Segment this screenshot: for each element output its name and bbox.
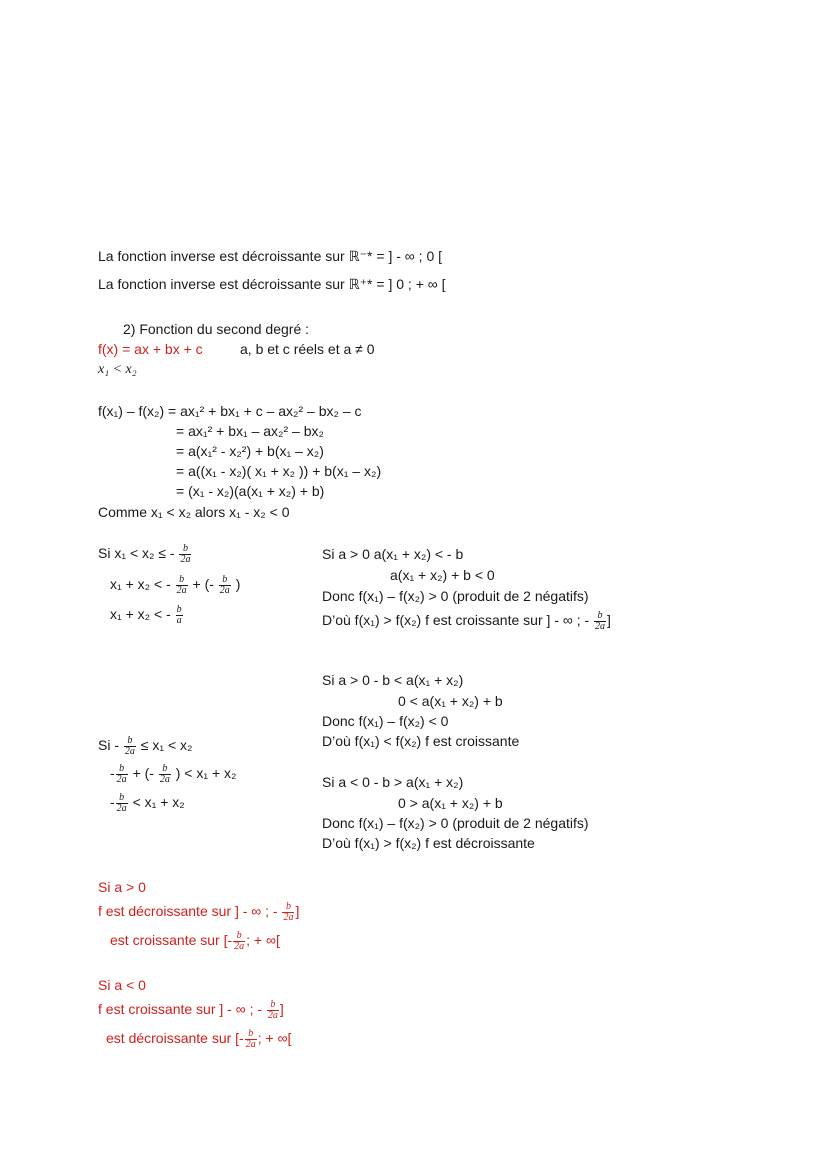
- fraction-numerator: b: [219, 575, 231, 586]
- summary-neg-inf: ; + ∞[: [257, 1030, 292, 1047]
- case2-right-line4: D’où f(x₁) < f(x₂) f est croissante: [322, 733, 520, 749]
- fraction: [282, 902, 294, 923]
- summary-pos-line1: [98, 902, 299, 923]
- calc-line-5: = (x₁ - x₂)(a(x₁ + x₂) + b): [176, 483, 325, 499]
- fraction-denominator: 2a: [176, 585, 187, 596]
- case1-l3-text: x₁ + x₂ < -: [110, 606, 171, 623]
- case1-l2-plus: + (-: [192, 576, 214, 593]
- summary-pos-inf: ; + ∞[: [246, 932, 280, 949]
- comme-line: Comme x₁ < x₂ alors x₁ - x₂ < 0: [98, 504, 290, 520]
- case2-l1-rest: ≤ x₁ < x₂: [140, 737, 193, 754]
- fraction: [179, 544, 191, 565]
- case3-right-line3: Donc f(x₁) – f(x₂) > 0 (produit de 2 négatifs): [322, 815, 589, 831]
- case2-l2-plus: + (-: [132, 765, 154, 782]
- fraction-denominator: 2a: [116, 803, 127, 814]
- fraction: [116, 793, 128, 814]
- fraction-numerator: b: [245, 1029, 257, 1040]
- definition-conditions: a, b et c réels et a ≠ 0: [240, 341, 375, 357]
- calc-line-3: = a(x₁² - x₂²) + b(x₁ – x₂): [176, 443, 324, 459]
- case2-right-line2: 0 < a(x₁ + x₂) + b: [398, 693, 503, 709]
- case1-right-line3: Donc f(x₁) – f(x₂) > 0 (produit de 2 négatifs): [322, 588, 589, 604]
- case2-l3-minus: -: [110, 794, 115, 811]
- case1-l2-close: ): [235, 576, 241, 593]
- case2-l2-rest: ) < x₁ + x₂: [175, 765, 237, 782]
- case1-right-line1: Si a > 0 a(x₁ + x₂) < - b: [322, 546, 464, 562]
- summary-neg-incr: f est croissante sur ] - ∞ ; -: [98, 1001, 263, 1018]
- case1-left-line1: [98, 544, 192, 565]
- case2-left-line3: [110, 793, 185, 814]
- fraction-denominator: a: [176, 615, 182, 626]
- fraction-denominator: 2a: [234, 941, 245, 952]
- case1-right-line4: [322, 611, 611, 632]
- fraction: [159, 764, 171, 785]
- intro-line-positive: La fonction inverse est décroissante sur ℝ⁺* = ] 0 ; + ∞ [: [98, 276, 446, 292]
- case1-left-line3: [110, 605, 184, 626]
- fraction: [233, 931, 245, 952]
- summary-pos-line2: [110, 931, 280, 952]
- case1-conclusion-close: ]: [607, 612, 611, 629]
- summary-neg-close: ]: [279, 1001, 284, 1018]
- summary-pos-close: ]: [295, 903, 300, 920]
- summary-neg-line2: [106, 1029, 291, 1050]
- summary-pos-head: Si a > 0: [98, 879, 146, 895]
- case2-l1-si: Si -: [98, 737, 119, 754]
- case2-left-line1: [98, 736, 192, 757]
- case3-right-line1: Si a < 0 - b > a(x₁ + x₂): [322, 774, 464, 790]
- fraction-numerator: b: [124, 736, 136, 747]
- case1-left-line2: [110, 575, 240, 596]
- case3-right-line4: D’où f(x₁) > f(x₂) f est décroissante: [322, 835, 535, 851]
- calc-line-2: = ax₁² + bx₁ – ax₂² – bx₂: [176, 423, 324, 439]
- summary-neg-head: Si a < 0: [98, 977, 146, 993]
- case2-right-line3: Donc f(x₁) – f(x₂) < 0: [322, 713, 449, 729]
- fraction: [219, 575, 231, 596]
- fraction-denominator: 2a: [124, 746, 135, 757]
- fraction: [245, 1029, 257, 1050]
- calc-line-4: = a((x₁ - x₂)( x₁ + x₂ )) + b(x₁ – x₂): [176, 463, 382, 479]
- summary-neg-line1: [98, 1000, 284, 1021]
- fraction: [267, 1000, 279, 1021]
- fraction-denominator: 2a: [116, 774, 127, 785]
- fraction-numerator: b: [233, 931, 245, 942]
- section-title: 2) Fonction du second degré :: [123, 321, 310, 337]
- fraction-denominator: 2a: [283, 912, 294, 923]
- calc-line-1: f(x₁) – f(x₂) = ax₁² + bx₁ + c – ax₂² – bx₂ – c: [98, 403, 362, 419]
- fraction-numerator: b: [179, 544, 191, 555]
- hypothesis: x₁ < x₂: [98, 362, 137, 377]
- fraction-numerator: b: [176, 575, 188, 586]
- fraction-numerator: b: [282, 902, 294, 913]
- case1-right-line2: a(x₁ + x₂) + b < 0: [390, 567, 495, 583]
- case2-l2-minus: -: [110, 765, 115, 782]
- fraction-numerator: b: [159, 764, 171, 775]
- case1-l2-text: x₁ + x₂ < -: [110, 576, 171, 593]
- fraction-denominator: 2a: [267, 1010, 278, 1021]
- case2-left-line2: [110, 764, 236, 785]
- intro-line-negative: La fonction inverse est décroissante sur ℝ⁻* = ] - ∞ ; 0 [: [98, 248, 443, 264]
- fraction: [176, 575, 188, 596]
- fraction-denominator: 2a: [219, 585, 230, 596]
- fraction-denominator: 2a: [180, 554, 191, 565]
- fraction: [124, 736, 136, 757]
- case3-right-line2: 0 > a(x₁ + x₂) + b: [398, 795, 503, 811]
- fraction-numerator: b: [116, 793, 128, 804]
- fraction: [594, 611, 606, 632]
- summary-pos-incr: est croissante sur [-: [110, 932, 233, 949]
- fraction: [116, 764, 128, 785]
- case1-cond-text: Si x₁ < x₂ ≤ -: [98, 545, 175, 562]
- fraction-numerator: b: [594, 611, 606, 622]
- case1-conclusion-text: D’où f(x₁) > f(x₂) f est croissante sur ] - ∞ ; -: [322, 612, 590, 629]
- fraction-denominator: 2a: [159, 774, 170, 785]
- fraction-numerator: b: [267, 1000, 279, 1011]
- definition-f: f(x) = ax + bx + c: [98, 341, 203, 357]
- fraction: [176, 605, 183, 626]
- fraction-denominator: 2a: [595, 621, 606, 632]
- summary-neg-decr: est décroissante sur [-: [106, 1030, 244, 1047]
- fraction-numerator: b: [176, 604, 182, 615]
- fraction-numerator: b: [116, 764, 128, 775]
- fraction-denominator: 2a: [245, 1039, 256, 1050]
- case2-right-line1: Si a > 0 - b < a(x₁ + x₂): [322, 672, 464, 688]
- summary-pos-decr: f est décroissante sur ] - ∞ ; -: [98, 903, 278, 920]
- case2-l3-rest: < x₁ + x₂: [132, 794, 185, 811]
